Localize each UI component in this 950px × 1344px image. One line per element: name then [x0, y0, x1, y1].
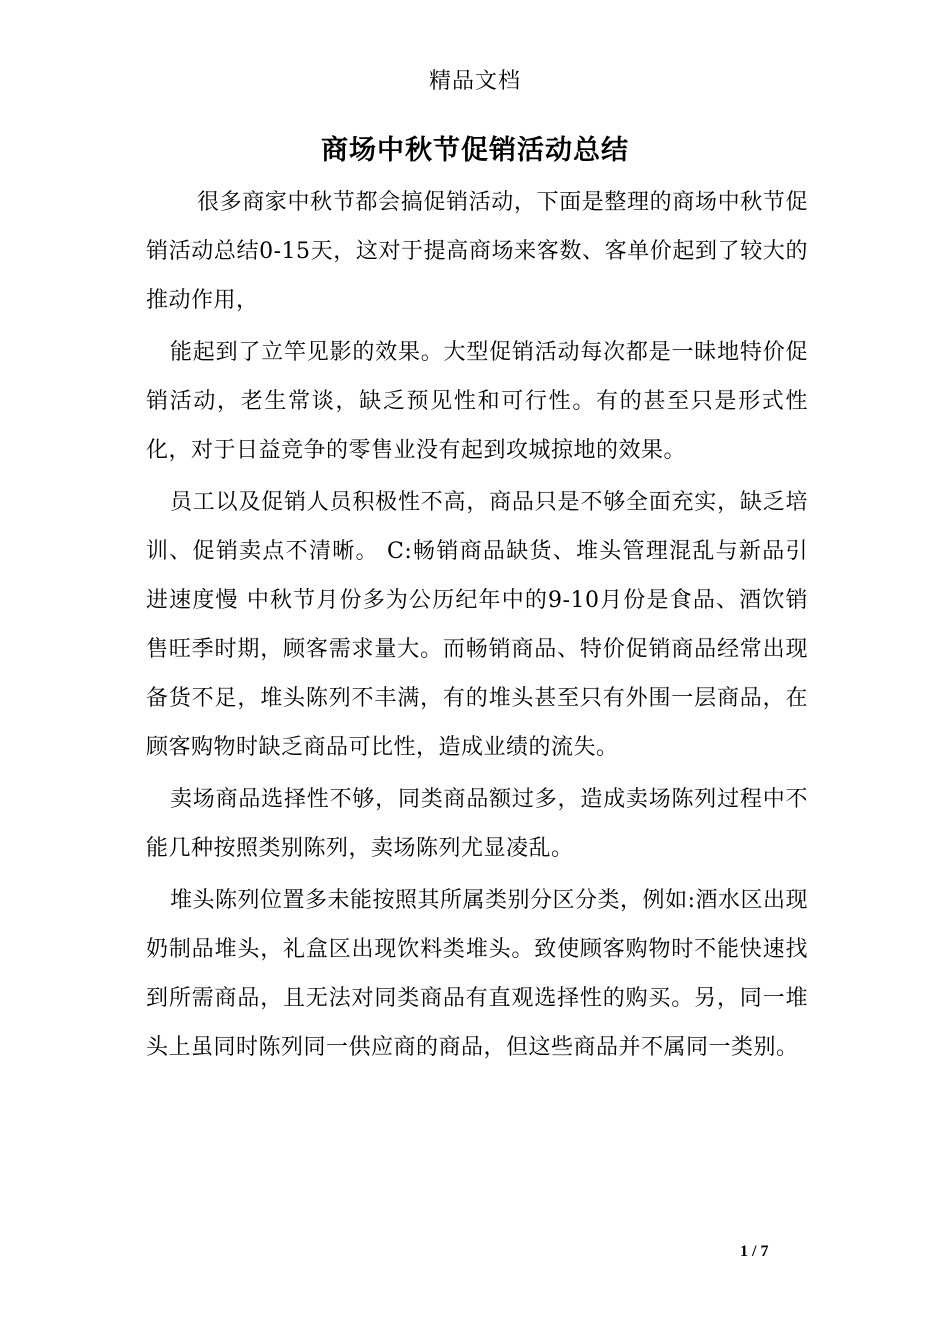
document-title: 商场中秋节促销活动总结	[321, 135, 629, 166]
page-number: 1 / 7	[740, 1243, 769, 1260]
paragraph-2: 能起到了立竿见影的效果。大型促销活动每次都是一昧地特价促销活动，老生常谈，缺乏预见性和可行性。有的甚至只是形式性化，对于日益竞争的零售业没有起到攻城掠地的效果。	[146, 340, 808, 463]
paragraph-3: 员工以及促销人员积极性不高，商品只是不够全面充实，缺乏培训、促销卖点不清晰。 C:畅销商品缺货、堆头管理混乱与新品引进速度慢 中秋节月份多为公历纪年中的9-10月份是食品、酒饮销售旺季时期，顾客需求量大。而畅销商品、特价促销商品经常出现备货不足，堆头陈列不丰满，有的堆头甚至只有外围一层商品，在顾客购物时缺乏商品可比性，造成业绩的流失。	[146, 490, 808, 760]
paragraph-4: 卖场商品选择性不够，同类商品额过多，造成卖场陈列过程中不能几种按照类别陈列，卖场陈列尤显凌乱。	[146, 787, 808, 861]
document-header-label: 精品文档	[428, 69, 521, 94]
document-body	[146, 178, 808, 1075]
paragraph-1: 很多商家中秋节都会搞促销活动，下面是整理的商场中秋节促销活动总结0-15天，这对于提高商场来客数、客单价起到了较大的推动作用，	[146, 190, 808, 313]
paragraph-5: 堆头陈列位置多未能按照其所属类别分区分类，例如:酒水区出现奶制品堆头，礼盒区出现饮料类堆头。致使顾客购物时不能快速找到所需商品，且无法对同类商品有直观选择性的购买。另，同一堆头上虽同时陈列同一供应商的商品，但这些商品并不属同一类别。	[146, 888, 808, 1060]
